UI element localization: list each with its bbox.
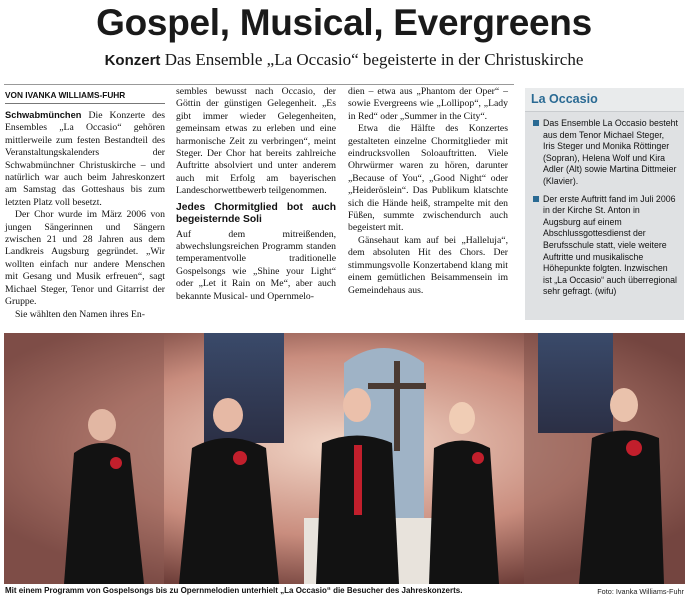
paragraph-text: Die Konzerte des Ensembles „La Occasio“ gehören mittlerweile zum festen Bestandteil des Veranstaltungskalenders der Schwabmünchner Christuskirche – und natürlich war auch beim Jahreskonzert am Samstag das Gotteshaus bis zum letzten Platz voll besetzt.	[5, 110, 166, 208]
byline: VON IVANKA WILLIAMS-FUHR	[5, 90, 165, 104]
paragraph: Der Chor wurde im März 2006 von jungen Sängerinnen und Sängern zwischen 21 und 28 Jahren aus dem Landkreis Augsburg gegründet. „Wir wollten einfach nur andere Menschen mit Gesang und Musik erfreuen“, sagt Michael Steger, Tenor und Gitarrist der Gruppe.	[5, 209, 165, 308]
info-item	[533, 118, 678, 188]
article-column-3	[348, 86, 508, 297]
divider	[4, 84, 514, 85]
photo-caption: Mit einem Programm von Gospelsongs bis zu Opernmelodien unterhielt „La Occasio“ die Besucher des Jahreskonzerts.	[5, 586, 463, 595]
paragraph	[5, 109, 165, 209]
paragraph: dien – etwa aus „Phantom der Oper“ – sowie Evergreens wie „Lollipop“, „Lady in Red“ oder „Summer in the City“.	[348, 86, 508, 122]
subheadline-text: Das Ensemble „La Occasio“ begeisterte in der Christuskirche	[164, 50, 584, 69]
square-bullet-icon	[533, 120, 539, 126]
paragraph: Sie wählten den Namen ihres En-	[15, 308, 145, 320]
info-item-text: Das Ensemble La Occasio besteht aus dem Tenor Michael Steger, Iris Steger und Monika Röttinger (Sopran), Helena Wolf und Kira Adler (Alt) sowie Martina Dittmeier (Klavier).	[543, 118, 678, 186]
headline: Gospel, Musical, Evergreens	[96, 2, 592, 43]
subheadline	[0, 50, 688, 70]
info-box-title: La Occasio	[525, 88, 684, 112]
article-column-2	[176, 86, 336, 303]
concert-photo	[4, 333, 685, 584]
square-bullet-icon	[533, 196, 539, 202]
paragraph: Etwa die Hälfte des Konzertes gestalteten einzelne Chormitglieder mit eindrucksvollen Soloauftritten. Viele Ohrwürmer waren zu hören, darunter „Because of You“, „Good Night“ oder „Heideröslein“. Das Publikum klatschte sich die Hände heiß, strampelte mit den Füßen, summte zwischendurch auch begeistert mit.	[348, 123, 508, 234]
section-subhead: Jedes Chormitglied bot auch begeisternde Soli	[176, 201, 336, 225]
info-item-text: Der erste Auftritt fand im Juli 2006 in der Kirche St. Anton in Augsburg auf einem Abschlussgottesdienst der Berufsschule statt, viele weitere Auftritte und musikalische Höhepunkte folgten. Inzwischen ist „La Occasio“ auch überregional sehr gefragt. (wifu)	[543, 193, 677, 297]
paragraph: Gänsehaut kam auf bei „Halleluja“, dem absoluten Hit des Chors. Der stimmungsvolle Konzertabend klang mit einem gemütlichen Beisammensein im Gemeindehaus aus.	[348, 234, 508, 296]
paragraph: sembles bewusst nach Occasio, der Göttin der günstigen Gelegenheit. „Es gibt immer wieder Gelegenheiten, gemeinsam etwas zu erleben und eine harmonische Zeit zu verbringen“, meint Steger. Der Chor hat bereits zahlreiche Auftritte absolviert und unter anderem auch mit Erfolg am bayerischen Landeschorwettbewerb teilgenommen.	[176, 86, 336, 197]
info-box	[525, 88, 684, 320]
dateline: Schwabmünchen	[5, 110, 82, 120]
paragraph: Auf dem mitreißenden, abwechslungsreichen Programm standen temperamentvolle traditionelle Gospelsongs wie „Shine your Light“ oder „Let it Rain on Me“, aber auch bekannte Musical- und Opernmelo-	[176, 228, 336, 302]
concert-photo-illustration	[4, 333, 685, 584]
info-item	[533, 194, 678, 298]
article-column-1	[5, 109, 165, 321]
photo-credit: Foto: Ivanka Williams-Fuhr	[597, 587, 684, 596]
kicker: Konzert	[104, 52, 161, 69]
